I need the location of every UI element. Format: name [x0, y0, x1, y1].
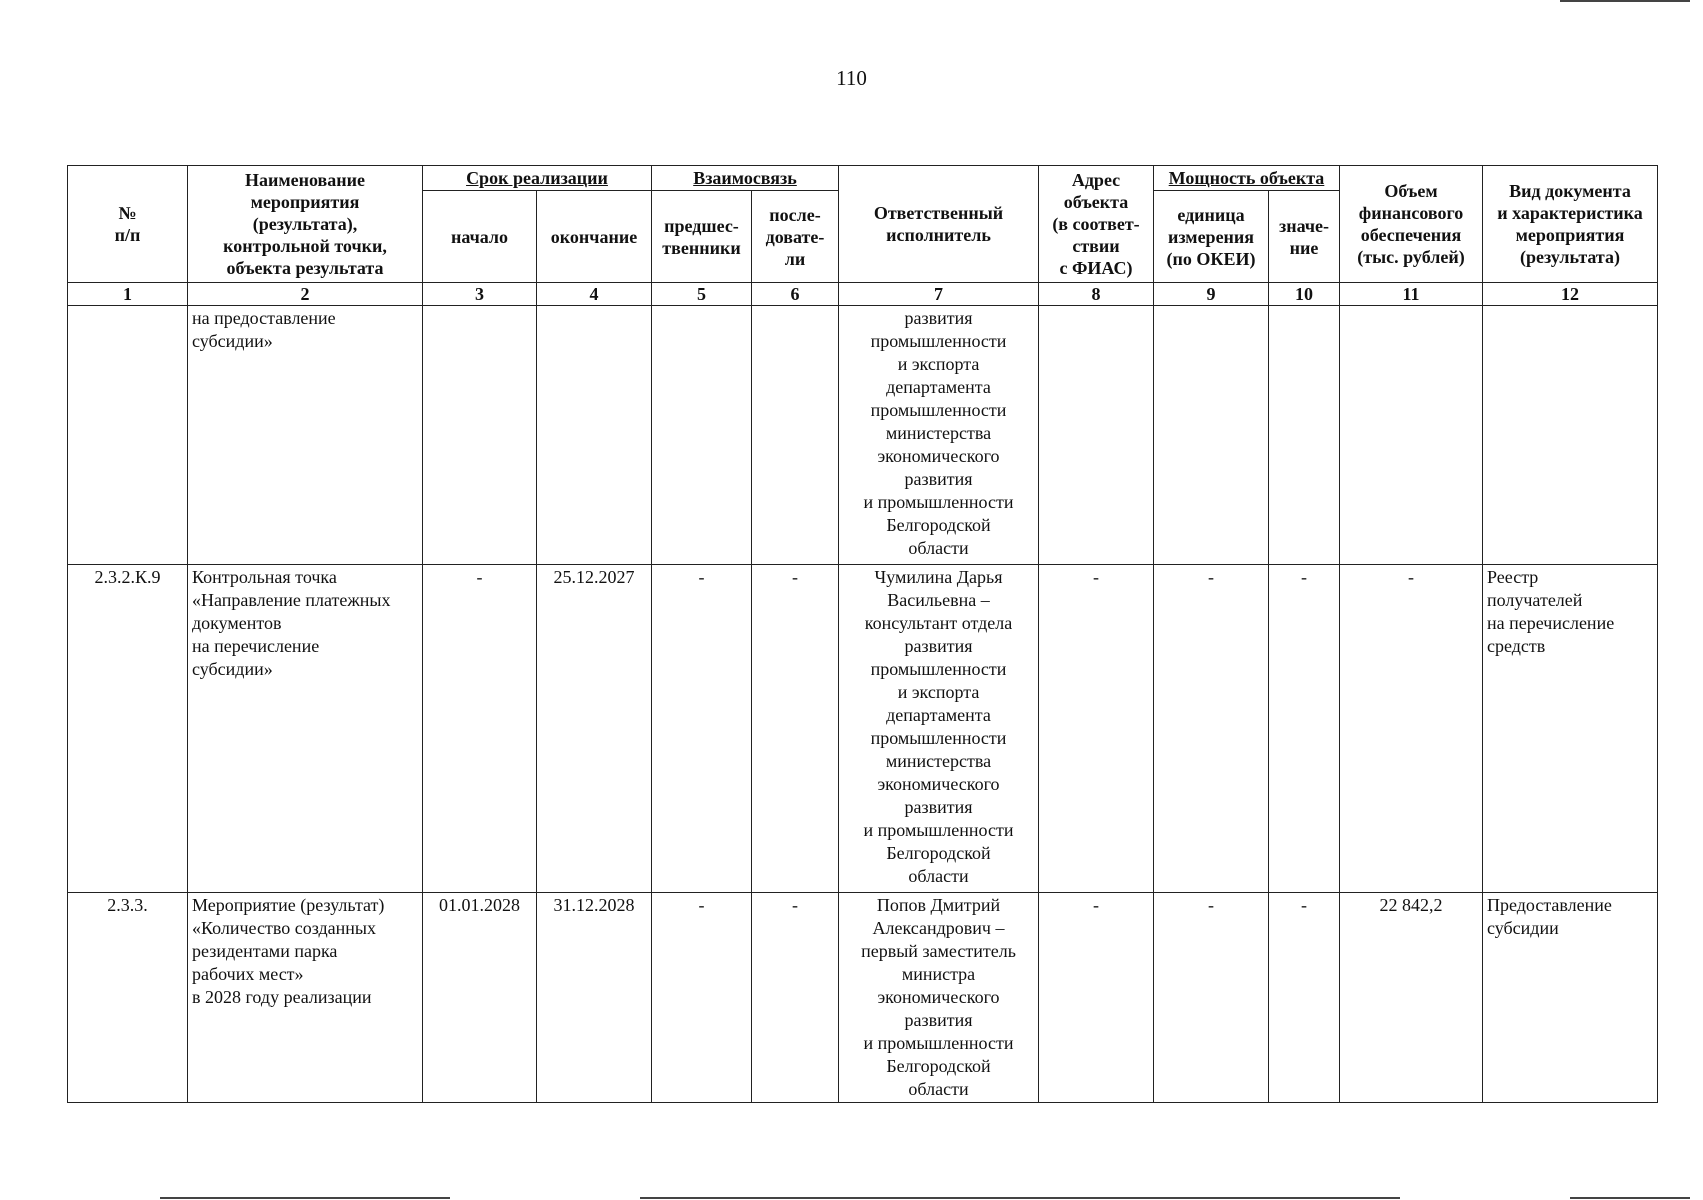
cell-start: - — [423, 565, 537, 893]
column-number: 7 — [839, 283, 1039, 306]
cell-responsible: Попов Дмитрий Александрович – первый заместитель министра экономического развития и промышленности Белгородской области — [839, 893, 1039, 1103]
header-srok: Срок реализации — [423, 166, 652, 191]
cell-unit: - — [1154, 565, 1269, 893]
column-number: 9 — [1154, 283, 1269, 306]
cell-finance: 22 842,2 — [1340, 893, 1483, 1103]
cell-unit — [1154, 306, 1269, 565]
cell-doc: Реестр получателей на перечисление средств — [1483, 565, 1658, 893]
cell-end: 31.12.2028 — [537, 893, 652, 1103]
header-end: окончание — [537, 191, 652, 283]
cell-finance — [1340, 306, 1483, 565]
cell-name: Контрольная точка «Направление платежных документов на перечисление субсидии» — [188, 565, 423, 893]
cell-address — [1039, 306, 1154, 565]
scan-artifact — [640, 1197, 1400, 1199]
plan-table — [67, 165, 1658, 1103]
cell-number — [68, 306, 188, 565]
cell-responsible: развития промышленности и экспорта департамента промышленности министерства экономического развития и промышленности Белгородской области — [839, 306, 1039, 565]
header-successors: после- довате- ли — [752, 191, 839, 283]
header-value: значе- ние — [1269, 191, 1340, 283]
cell-successors: - — [752, 565, 839, 893]
table-row — [68, 565, 1658, 893]
cell-doc — [1483, 306, 1658, 565]
cell-address: - — [1039, 565, 1154, 893]
header-address: Адрес объекта (в соответ- ствии с ФИАС) — [1039, 166, 1154, 283]
table-row — [68, 306, 1658, 565]
cell-number: 2.3.3. — [68, 893, 188, 1103]
column-number: 8 — [1039, 283, 1154, 306]
column-number: 6 — [752, 283, 839, 306]
cell-predecessors: - — [652, 893, 752, 1103]
header-unit: единица измерения (по ОКЕИ) — [1154, 191, 1269, 283]
header-finance: Объем финансового обеспечения (тыс. рублей) — [1340, 166, 1483, 283]
cell-finance: - — [1340, 565, 1483, 893]
column-number: 2 — [188, 283, 423, 306]
header-predecessors: предшес- твенники — [652, 191, 752, 283]
cell-number: 2.3.2.К.9 — [68, 565, 188, 893]
scan-artifact — [160, 1197, 450, 1199]
column-number: 1 — [68, 283, 188, 306]
header-start: начало — [423, 191, 537, 283]
header-name: Наименование мероприятия (результата), контрольной точки, объекта результата — [188, 166, 423, 283]
column-number: 5 — [652, 283, 752, 306]
header-vzaimosvyaz: Взаимосвязь — [652, 166, 839, 191]
cell-unit: - — [1154, 893, 1269, 1103]
cell-start: 01.01.2028 — [423, 893, 537, 1103]
scan-artifact — [1570, 1197, 1690, 1199]
table-row — [68, 893, 1658, 1103]
cell-value — [1269, 306, 1340, 565]
scan-artifact — [1560, 0, 1690, 2]
cell-predecessors — [652, 306, 752, 565]
cell-responsible: Чумилина Дарья Васильевна – консультант отдела развития промышленности и экспорта департамента промышленности министерства экономического развития и промышленности Белгородской области — [839, 565, 1039, 893]
cell-address: - — [1039, 893, 1154, 1103]
column-number: 12 — [1483, 283, 1658, 306]
cell-predecessors: - — [652, 565, 752, 893]
cell-value: - — [1269, 893, 1340, 1103]
cell-doc: Предоставление субсидии — [1483, 893, 1658, 1103]
cell-start — [423, 306, 537, 565]
cell-successors: - — [752, 893, 839, 1103]
header-moshchnost: Мощность объекта — [1154, 166, 1340, 191]
cell-name: Мероприятие (результат) «Количество созданных резидентами парка рабочих мест» в 2028 году реализации — [188, 893, 423, 1103]
cell-name: на предоставление субсидии» — [188, 306, 423, 565]
column-number: 10 — [1269, 283, 1340, 306]
header-number: № п/п — [68, 166, 188, 283]
cell-end — [537, 306, 652, 565]
header-doc: Вид документа и характеристика мероприятия (результата) — [1483, 166, 1658, 283]
header-responsible: Ответственный исполнитель — [839, 166, 1039, 283]
column-number: 3 — [423, 283, 537, 306]
cell-end: 25.12.2027 — [537, 565, 652, 893]
column-number: 11 — [1340, 283, 1483, 306]
column-number: 4 — [537, 283, 652, 306]
page-number: 110 — [836, 66, 867, 90]
cell-successors — [752, 306, 839, 565]
cell-value: - — [1269, 565, 1340, 893]
